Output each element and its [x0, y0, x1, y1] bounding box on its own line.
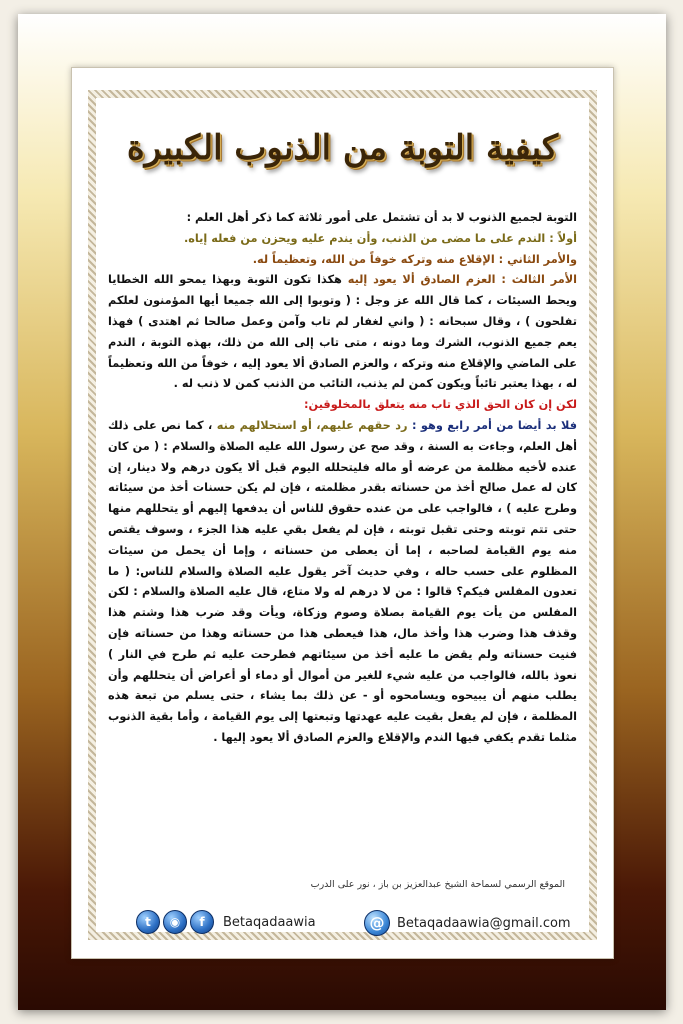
twitter-icon[interactable]: t: [136, 910, 160, 934]
social-links: [136, 910, 316, 934]
paragraph: [108, 250, 577, 271]
source-credit: الموقع الرسمي لسماحة الشيخ عبدالعزيز بن باز ، نور على الدرب: [310, 879, 565, 890]
paragraph: [108, 208, 577, 229]
outer-frame: [18, 14, 666, 1010]
paragraph: [108, 416, 577, 749]
instagram-icon[interactable]: ◉: [163, 910, 187, 934]
text-segment: رد حقهم عليهم، أو استحلالهم منه: [212, 418, 408, 432]
text-segment: فلا بد أيضا من أمر رابع وهو :: [407, 418, 577, 432]
facebook-icon[interactable]: f: [190, 910, 214, 934]
text-segment: والأمر الثاني : الإقلاع منه وتركه خوفاً من الله، وتعظيماً له.: [252, 252, 577, 266]
email-contact: [364, 910, 571, 936]
page-title: كيفية التوبة من الذنوب الكبيرة: [126, 128, 559, 168]
text-segment: التوبة لجميع الذنوب لا بد أن تشتمل على أمور ثلاثة كما ذكر أهل العلم :: [186, 211, 577, 224]
text-segment: لكن إن كان الحق الذي تاب منه يتعلق بالمخلوقين:: [304, 398, 577, 412]
social-handle[interactable]: Betaqadaawia: [223, 914, 316, 930]
card-inner-border: [88, 90, 597, 940]
email-address[interactable]: Betaqadaawia@gmail.com: [397, 915, 571, 931]
text-segment: أولاً : الندم على ما مضى من الذنب، وأن يندم عليه ويحزن من فعله إياه.: [183, 231, 577, 245]
paragraph: [108, 395, 577, 416]
paragraph: [108, 229, 577, 250]
email-at-icon: @: [364, 910, 390, 936]
text-segment: الأمر الثالث : العزم الصادق ألا يعود إليه: [341, 273, 577, 287]
footer: [96, 906, 589, 942]
content-card: [71, 67, 614, 959]
paragraph: [108, 270, 577, 395]
article-body: [108, 208, 577, 749]
text-segment: هكذا تكون التوبة وبهذا يمحو الله الخطايا ويحط السيئات ، كما قال الله عز وجل : ( وتوبوا إلى الله جميعا أيها المؤمنون لعلكم تفلحون ) ، وقال سبحانه : ( واني لغفار لم تاب وآمن وعمل صالحا ثم اهتدى ) فهذا يعم جميع الذنوب، الشرك وما دونه ، متى تاب إلى الله من ذلك، بهذه التوبة ، الندم على الماضي والإقلاع منه وتركه ، والعزم الصادق ألا يعود إليه ، خوفاً من الله وتعظيماً له ، بهذا يعتبر تائباً ويكون كمن لم يذنب، التائب من الذنب كمن لا ذنب له .: [108, 273, 577, 391]
text-segment: ، كما نص على ذلك أهل العلم، وجاءت به السنة ، وقد صح عن رسول الله عليه الصلاة والسلام : ( من كان عنده لأخيه مظلمة من عرضه أو ماله فليتحلله اليوم قبل ألا يكون درهم ولا دينار، إن كان له عمل صالح أخذ من حسناته بقدر مظلمته ، فإن لم يكن حسنات أخذ من سيئاته وطرح عليه ) ، فالواجب على من عنده حقوق للناس أن يدفعها إليهم أو يتحللهم منها حتى تتم توبته وحتى تقبل توبته ، فإن لم يفعل بقي عليه هذا الجزء ، وسوف يقتص منه يوم القيامة لصاحبه ، إما أن يعطى من حسناته ، وإما أن يحمل من سيئات المظلوم على حسب حاله ، وفي حديث آخر يقول عليه الصلاة والسلام للناس: ( ما تعدون المفلس فيكم؟ قالوا : من لا درهم له ولا متاع، قال عليه الصلاة والسلام : لكن المفلس من يأت يوم القيامة بصلاة وصوم وزكاة، ويأت وقد ضرب هذا وشتم هذا وقذف هذا وضرب هذا وأخذ مال، هذا فيعطى هذا من حسناته وهذا من حسناته فإن فنيت حسناته ولم يقض ما عليه أخذ من سيئاتهم فطرحت عليه ثم طرح في النار ) نعوذ بالله، فالواجب من عليه شيء للغير من أموال أو دماء أو أعراض أن يتحللهم وأن يطلب منهم أن يبيحوه ويسامحوه أو - عن ذلك بما يشاء ، حتى يسلم من تبعة هذه المظلمة ، فإن لم يفعل بقيت عليه عهدتها وتبعتها إلى يوم القيامة ، وأما بقية الذنوب مثلما تقدم يكفي فيها الندم والإقلاع والعزم الصادق ألا يعود إليها .: [108, 418, 577, 744]
